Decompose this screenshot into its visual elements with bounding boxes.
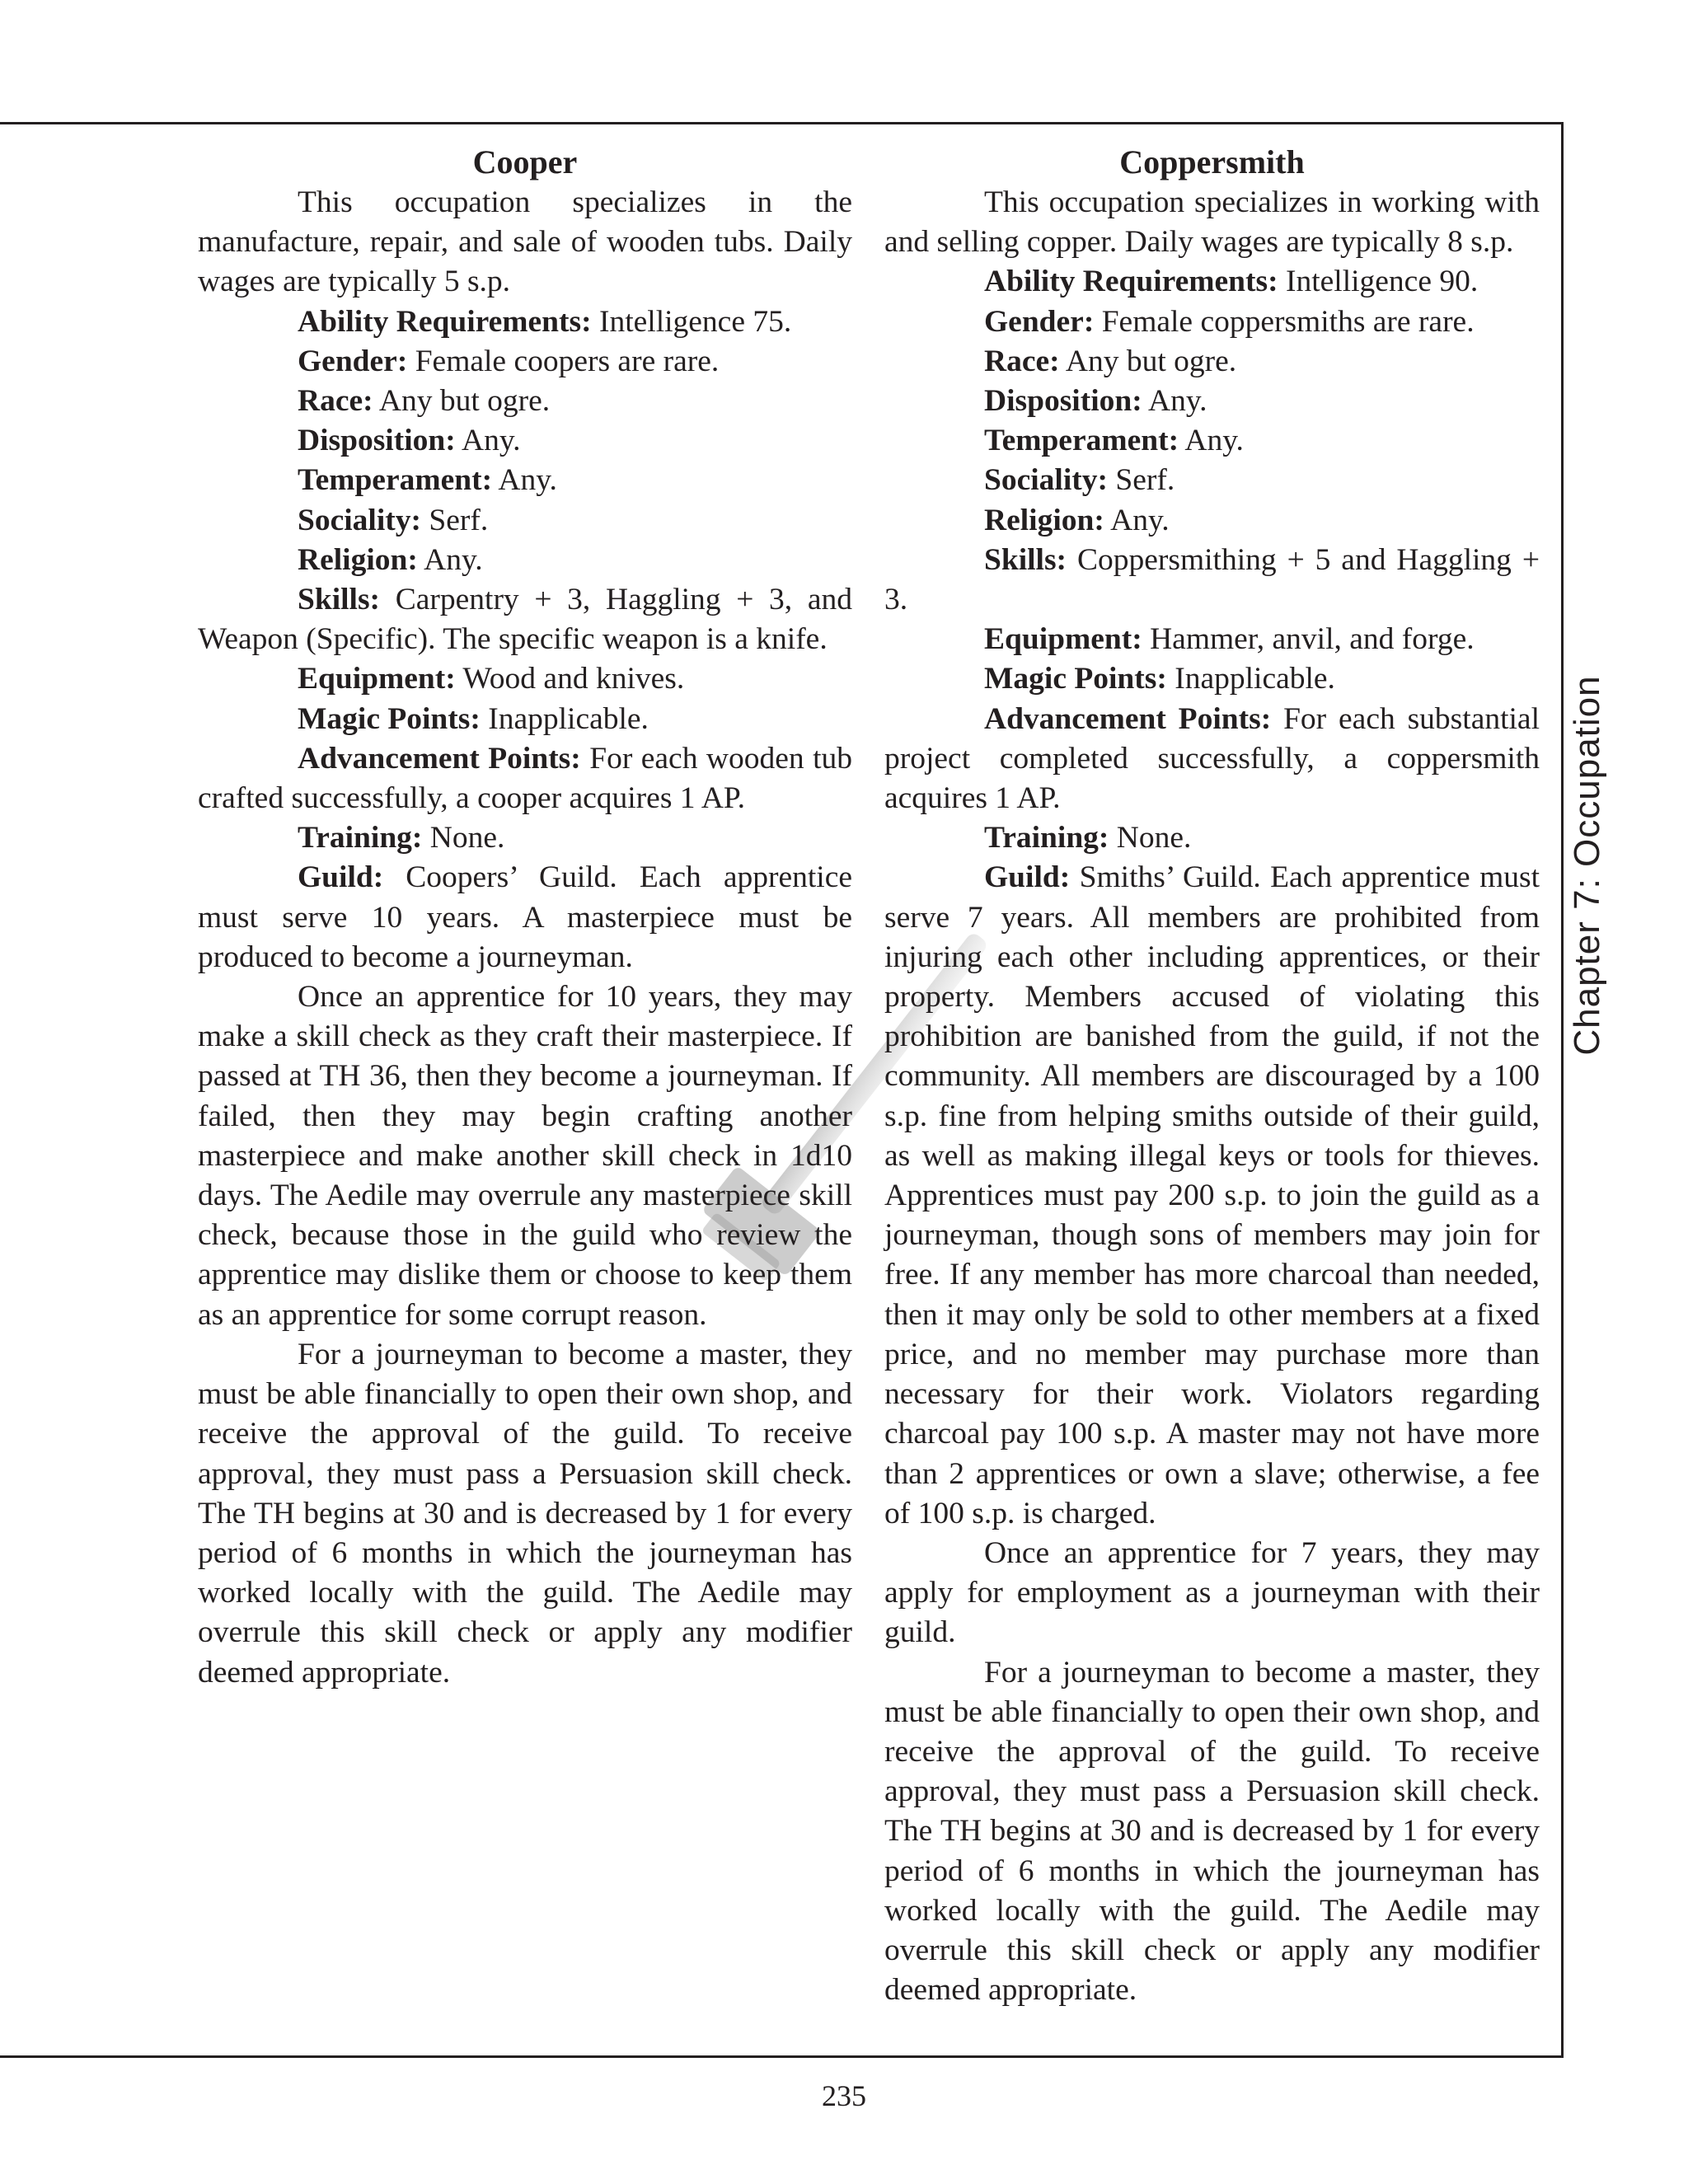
cooper-gender: Gender: Female coopers are rare. (298, 344, 720, 378)
coppersmith-journeyman: Once an apprentice for 7 years, they may apply for employment as a journeyman with their guild. (884, 1535, 1540, 1650)
coppersmith-disposition: Disposition: Any. (984, 384, 1207, 419)
coppersmith-equipment: Equipment: Hammer, anvil, and forge. (984, 622, 1475, 657)
cooper-column (198, 142, 852, 1693)
cooper-ability: Ability Requirements: Intelligence 75. (298, 304, 792, 339)
cooper-body (198, 183, 852, 1693)
cooper-skills: Skills: Carpentry + 3, Haggling + 3, and Weapon (Specific). The specific weapon is a knife. (198, 583, 852, 657)
coppersmith-column (884, 142, 1540, 2010)
chapter-side-tab: Chapter 7: Occupation (1567, 675, 1607, 1056)
coppersmith-ability: Ability Requirements: Intelligence 90. (984, 265, 1479, 299)
page-frame-top-rule (0, 122, 1563, 124)
coppersmith-temperament: Temperament: Any. (984, 424, 1244, 458)
coppersmith-gender: Gender: Female coppersmiths are rare. (984, 304, 1475, 339)
coppersmith-magic-points: Magic Points: Inapplicable. (984, 662, 1335, 696)
cooper-disposition: Disposition: Any. (298, 424, 521, 458)
cooper-master: For a journeyman to become a master, they must be able financially to open their own shop, and receive the approval of the guild. To receive approval, they must pass a Persuasion skill check. The TH begins at 30 and is decreased by 1 for every period of 6 months in which the journeyman has worked locally with the guild. The Aedile may overrule this skill check or apply any modifier deemed appropriate. (198, 1337, 852, 1690)
cooper-masterpiece: Once an apprentice for 10 years, they may make a skill check as they craft their masterpiece. If passed at TH 36, then they become a journeyman. If failed, then they may begin crafting another masterpiece and make another skill check in 1d10 days. The Aedile may overrule any masterpiece skill check, because those in the guild who review the apprentice may dislike them or choose to keep them as an apprentice for some corrupt reason. (198, 980, 852, 1332)
page-frame-right-rule (1561, 122, 1564, 2058)
cooper-equipment: Equipment: Wood and knives. (298, 662, 685, 696)
cooper-religion: Religion: Any. (298, 542, 483, 577)
coppersmith-body (884, 183, 1540, 2010)
coppersmith-skills: Skills: Coppersmithing + 5 and Haggling + 3. (884, 542, 1540, 617)
coppersmith-master: For a journeyman to become a master, they must be able financially to open their own shop, and receive the approval of the guild. To receive approval, they must pass a Persuasion skill check. The TH begins at 30 and is decreased by 1 for every period of 6 months in which the journeyman has worked locally with the guild. The Aedile may overrule this skill check or apply any modifier deemed appropriate. (884, 1655, 1540, 2008)
cooper-guild: Guild: Coopers’ Guild. Each apprentice must serve 10 years. A masterpiece must be produced to become a journeyman. (198, 860, 852, 974)
cooper-sociality: Sociality: Serf. (298, 503, 489, 537)
cooper-training: Training: None. (298, 821, 505, 855)
cooper-title: Cooper (472, 143, 578, 180)
coppersmith-training: Training: None. (984, 821, 1192, 855)
cooper-race: Race: Any but ogre. (298, 384, 551, 419)
coppersmith-advancement: Advancement Points: For each substantial project completed successfully, a coppersmith acquires 1 AP. (884, 701, 1540, 816)
coppersmith-sociality: Sociality: Serf. (984, 463, 1175, 498)
cooper-advancement: Advancement Points: For each wooden tub crafted successfully, a cooper acquires 1 AP. (198, 741, 852, 816)
coppersmith-religion: Religion: Any. (984, 503, 1170, 537)
cooper-magic-points: Magic Points: Inapplicable. (298, 701, 649, 736)
coppersmith-race: Race: Any but ogre. (984, 344, 1237, 378)
page-frame-bottom-rule (0, 2055, 1563, 2058)
cooper-intro: This occupation specializes in the manufacture, repair, and sale of wooden tubs. Daily wages are typically 5 s.p. (198, 185, 852, 299)
coppersmith-title: Coppersmith (1119, 143, 1305, 180)
coppersmith-guild: Guild: Smiths’ Guild. Each apprentice must serve 7 years. All members are prohibited from injuring each other including apprentices, or their property. Members accused of violating this prohibition are banished from the guild, if not the community. All members are discouraged by a 100 s.p. fine from helping smiths outside of their guild, as well as making illegal keys or tools for thieves. Apprentices must pay 200 s.p. to join the guild as a journeyman, though sons of members may join for free. If any member has more charcoal than needed, then it may only be sold to other members at a fixed price, and no member may purchase more than necessary for their work. Violators regarding charcoal pay 100 s.p. A master may not have more than 2 apprentices or own a slave; otherwise, a fee of 100 s.p. is charged. (884, 860, 1540, 1530)
coppersmith-intro: This occupation specializes in working with and selling copper. Daily wages are typically 8 s.p. (884, 185, 1540, 260)
cooper-temperament: Temperament: Any. (298, 463, 557, 498)
page-number: 235 (822, 2079, 866, 2112)
